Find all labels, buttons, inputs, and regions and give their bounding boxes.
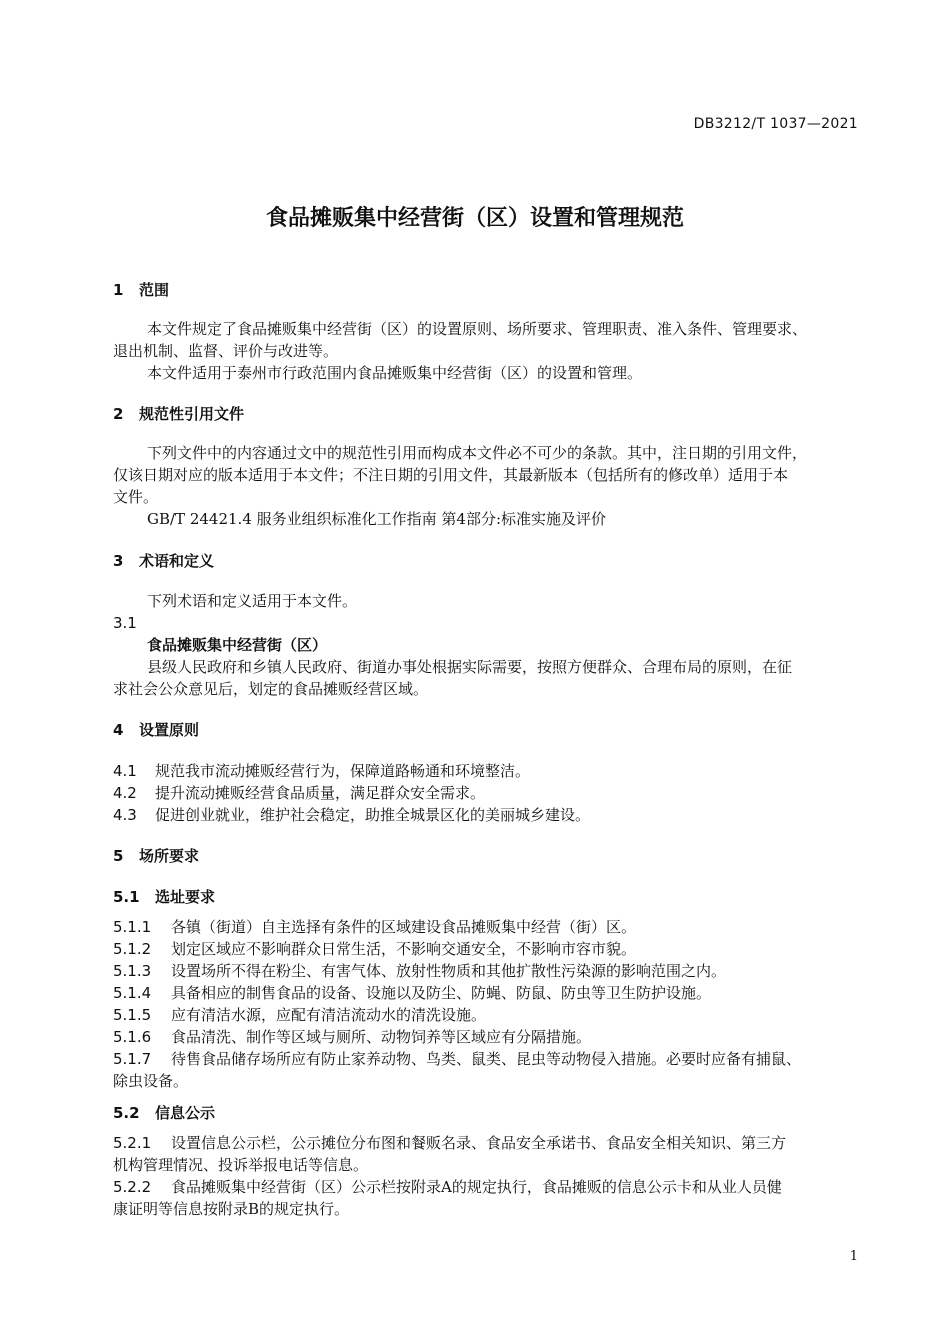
subsection-heading-5-1 [113,886,215,907]
list-item [113,916,636,939]
paragraph: 下列文件中的内容通过文中的规范性引用而构成本文件必不可少的条款。其中，注日期的引用文件， [147,444,808,462]
section-heading-4 [113,719,199,740]
item-text: 规范我市流动摊贩经营行为，保障道路畅通和环境整洁。 [155,762,531,780]
subsection-title: 信息公示 [155,1104,216,1122]
item-number: 5.1.6 [113,1028,152,1046]
list-item [113,1004,486,1027]
item-text: 设置场所不得在粉尘、有害气体、放射性物质和其他扩散性污染源的影响范围之内。 [171,962,727,980]
item-text: 应有清洁水源，应配有清洁流动水的清洗设施。 [171,1006,487,1024]
section-number: 3 [113,552,124,570]
paragraph: 本文件规定了食品摊贩集中经营街（区）的设置原则、场所要求、管理职责、准入条件、管理要求、 [147,320,808,338]
item-text: 提升流动摊贩经营食品质量，满足群众安全需求。 [155,784,486,802]
item-number: 5.1.2 [113,940,152,958]
section-number: 4 [113,721,124,739]
list-item [113,960,726,983]
paragraph: 文件。 [113,488,159,506]
list-item [113,1048,801,1071]
section-heading-1 [113,279,169,300]
section-number: 5 [113,847,124,865]
item-text: 设置信息公示栏，公示摊位分布图和餐贩名录、食品安全承诺书、食品安全相关知识、第三方 [171,1134,787,1152]
term-definition: 县级人民政府和乡镇人民政府、街道办事处根据实际需要，按照方便群众、合理布局的原则，在征 [147,658,793,676]
item-text: 促进创业就业，维护社会稳定，助推全城景区化的美丽城乡建设。 [155,806,591,824]
term-title: 食品摊贩集中经营街（区） [147,636,328,654]
item-number: 5.1.4 [113,984,152,1002]
paragraph: 下列术语和定义适用于本文件。 [147,592,358,610]
paragraph: 仅该日期对应的版本适用于本文件；不注日期的引用文件，其最新版本（包括所有的修改单）适用于本 [113,466,789,484]
item-number: 5.2.1 [113,1134,152,1152]
list-item-continuation: 机构管理情况、投诉举报电话等信息。 [113,1156,369,1174]
item-number: 5.1.3 [113,962,152,980]
term-definition: 求社会公众意见后，划定的食品摊贩经营区域。 [113,680,429,698]
item-number: 4.1 [113,762,137,780]
list-item [113,1026,591,1049]
section-title: 场所要求 [139,847,200,865]
section-number: 2 [113,405,124,423]
paragraph: 退出机制、监督、评价与改进等。 [113,342,339,360]
item-number: 4.2 [113,784,137,802]
subsection-number: 5.2 [113,1104,140,1122]
list-item [113,804,590,827]
list-item [113,938,636,961]
subsection-number: 5.1 [113,888,140,906]
subsection-title: 选址要求 [155,888,216,906]
section-title: 设置原则 [139,721,200,739]
section-title: 术语和定义 [139,552,215,570]
item-number: 4.3 [113,806,137,824]
document-number: DB3212/T 1037—2021 [693,116,858,132]
section-heading-2 [113,403,244,424]
page-title: 食品摊贩集中经营街（区）设置和管理规范 [265,206,684,231]
list-item [113,1132,786,1155]
list-item [113,1176,782,1199]
section-heading-3 [113,550,214,571]
subsection-heading-5-2 [113,1102,215,1123]
paragraph: 本文件适用于泰州市行政范围内食品摊贩集中经营街（区）的设置和管理。 [147,364,643,382]
item-text: 食品清洗、制作等区域与厕所、动物饲养等区域应有分隔措施。 [171,1028,592,1046]
item-number: 5.2.2 [113,1178,152,1196]
section-number: 1 [113,281,124,299]
list-item [113,782,485,805]
section-heading-5 [113,845,199,866]
item-number: 5.1.5 [113,1006,152,1024]
item-text: 待售食品储存场所应有防止家养动物、鸟类、鼠类、昆虫等动物侵入措施。必要时应备有捕鼠、 [171,1050,802,1068]
item-text: 划定区域应不影响群众日常生活，不影响交通安全，不影响市容市貌。 [171,940,637,958]
item-text: 具备相应的制售食品的设备、设施以及防尘、防蝇、防鼠、防虫等卫生防护设施。 [171,984,712,1002]
list-item-continuation: 康证明等信息按附录B的规定执行。 [113,1200,350,1218]
list-item [113,982,711,1005]
item-text: 各镇（街道）自主选择有条件的区域建设食品摊贩集中经营（街）区。 [171,918,637,936]
item-number: 5.1.1 [113,918,152,936]
list-item-continuation: 除虫设备。 [113,1072,189,1090]
section-title: 规范性引用文件 [139,405,245,423]
item-text: 食品摊贩集中经营街（区）公示栏按附录A的规定执行，食品摊贩的信息公示卡和从业人员健 [171,1178,782,1196]
page-number: 1 [849,1249,858,1264]
list-item [113,760,530,783]
reference-entry: GB/T 24421.4 服务业组织标准化工作指南 第4部分:标准实施及评价 [147,510,606,528]
section-title: 范围 [139,281,170,299]
item-number: 5.1.7 [113,1050,152,1068]
term-number: 3.1 [113,614,137,632]
